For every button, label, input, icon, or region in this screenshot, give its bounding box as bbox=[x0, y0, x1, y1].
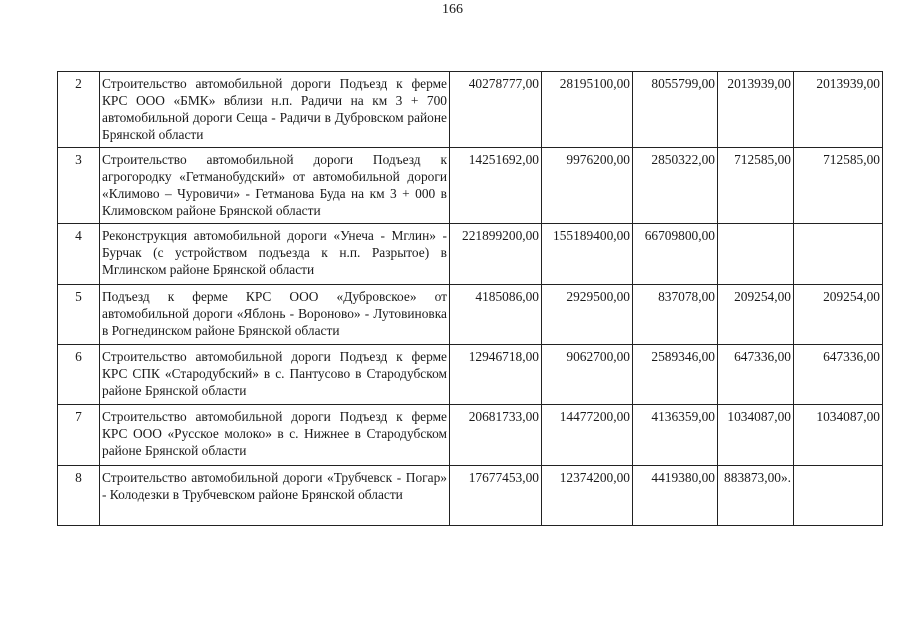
amount-total: 4185086,00 bbox=[450, 285, 542, 345]
amount-col-5 bbox=[794, 224, 883, 285]
amount-col-3: 4419380,00 bbox=[633, 466, 718, 526]
row-number: 6 bbox=[58, 345, 100, 405]
table-row bbox=[58, 466, 883, 526]
amount-col-2: 9062700,00 bbox=[542, 345, 633, 405]
amount-total: 12946718,00 bbox=[450, 345, 542, 405]
row-number: 7 bbox=[58, 405, 100, 466]
table-row bbox=[58, 224, 883, 285]
row-number: 2 bbox=[58, 72, 100, 148]
amount-col-2: 28195100,00 bbox=[542, 72, 633, 148]
amount-col-2: 9976200,00 bbox=[542, 148, 633, 224]
amount-col-4 bbox=[718, 224, 794, 285]
amount-col-3: 4136359,00 bbox=[633, 405, 718, 466]
table-row bbox=[58, 405, 883, 466]
row-number: 5 bbox=[58, 285, 100, 345]
project-description: Строительство автомобильной дороги «Трубчевск - Погар» - Колодезки в Трубчевском районе Брянской области bbox=[100, 466, 450, 526]
project-description: Подъезд к ферме КРС ООО «Дубровское» от автомобильной дороги «Яблонь - Вороново» - Лутовиновка в Рогнединском районе Брянской области bbox=[100, 285, 450, 345]
project-description: Строительство автомобильной дороги Подъезд к ферме КРС СПК «Стародубский» в с. Пантусово в Стародубском районе Брянской области bbox=[100, 345, 450, 405]
row-number: 8 bbox=[58, 466, 100, 526]
amount-col-5: 2013939,00 bbox=[794, 72, 883, 148]
amount-col-2: 2929500,00 bbox=[542, 285, 633, 345]
project-description: Реконструкция автомобильной дороги «Унеча - Мглин» - Бурчак (с устройством подъезда к н.п. Разрытое) в Мглинском районе Брянской области bbox=[100, 224, 450, 285]
amount-total: 20681733,00 bbox=[450, 405, 542, 466]
amount-col-3: 8055799,00 bbox=[633, 72, 718, 148]
amount-col-4: 1034087,00 bbox=[718, 405, 794, 466]
amount-col-4: 712585,00 bbox=[718, 148, 794, 224]
budget-table bbox=[57, 71, 883, 526]
amount-col-4: 883873,00». bbox=[718, 466, 794, 526]
row-number: 4 bbox=[58, 224, 100, 285]
amount-col-3: 66709800,00 bbox=[633, 224, 718, 285]
amount-col-2: 12374200,00 bbox=[542, 466, 633, 526]
project-description: Строительство автомобильной дороги Подъезд к агрогородку «Гетманобудский» от автомобильной дороги «Климово – Чуровичи» - Гетманова Буда на км 3 + 000 в Климовском районе Брянской области bbox=[100, 148, 450, 224]
amount-col-3: 837078,00 bbox=[633, 285, 718, 345]
amount-total: 221899200,00 bbox=[450, 224, 542, 285]
amount-col-5: 1034087,00 bbox=[794, 405, 883, 466]
amount-col-5: 647336,00 bbox=[794, 345, 883, 405]
amount-total: 17677453,00 bbox=[450, 466, 542, 526]
table-row bbox=[58, 148, 883, 224]
amount-col-5: 209254,00 bbox=[794, 285, 883, 345]
amount-col-3: 2850322,00 bbox=[633, 148, 718, 224]
row-number: 3 bbox=[58, 148, 100, 224]
amount-col-5 bbox=[794, 466, 883, 526]
table-row bbox=[58, 345, 883, 405]
amount-total: 14251692,00 bbox=[450, 148, 542, 224]
amount-col-2: 155189400,00 bbox=[542, 224, 633, 285]
table-row bbox=[58, 285, 883, 345]
amount-total: 40278777,00 bbox=[450, 72, 542, 148]
amount-col-5: 712585,00 bbox=[794, 148, 883, 224]
amount-col-4: 209254,00 bbox=[718, 285, 794, 345]
amount-col-2: 14477200,00 bbox=[542, 405, 633, 466]
project-description: Строительство автомобильной дороги Подъезд к ферме КРС ООО «БМК» вблизи н.п. Радичи на км 3 + 700 автомобильной дороги Сеща - Радичи в Дубровском районе Брянской области bbox=[100, 72, 450, 148]
table-row bbox=[58, 72, 883, 148]
amount-col-4: 2013939,00 bbox=[718, 72, 794, 148]
amount-col-3: 2589346,00 bbox=[633, 345, 718, 405]
page-number: 166 bbox=[442, 2, 463, 17]
project-description: Строительство автомобильной дороги Подъезд к ферме КРС ООО «Русское молоко» в с. Нижнее в Стародубском районе Брянской области bbox=[100, 405, 450, 466]
amount-col-4: 647336,00 bbox=[718, 345, 794, 405]
